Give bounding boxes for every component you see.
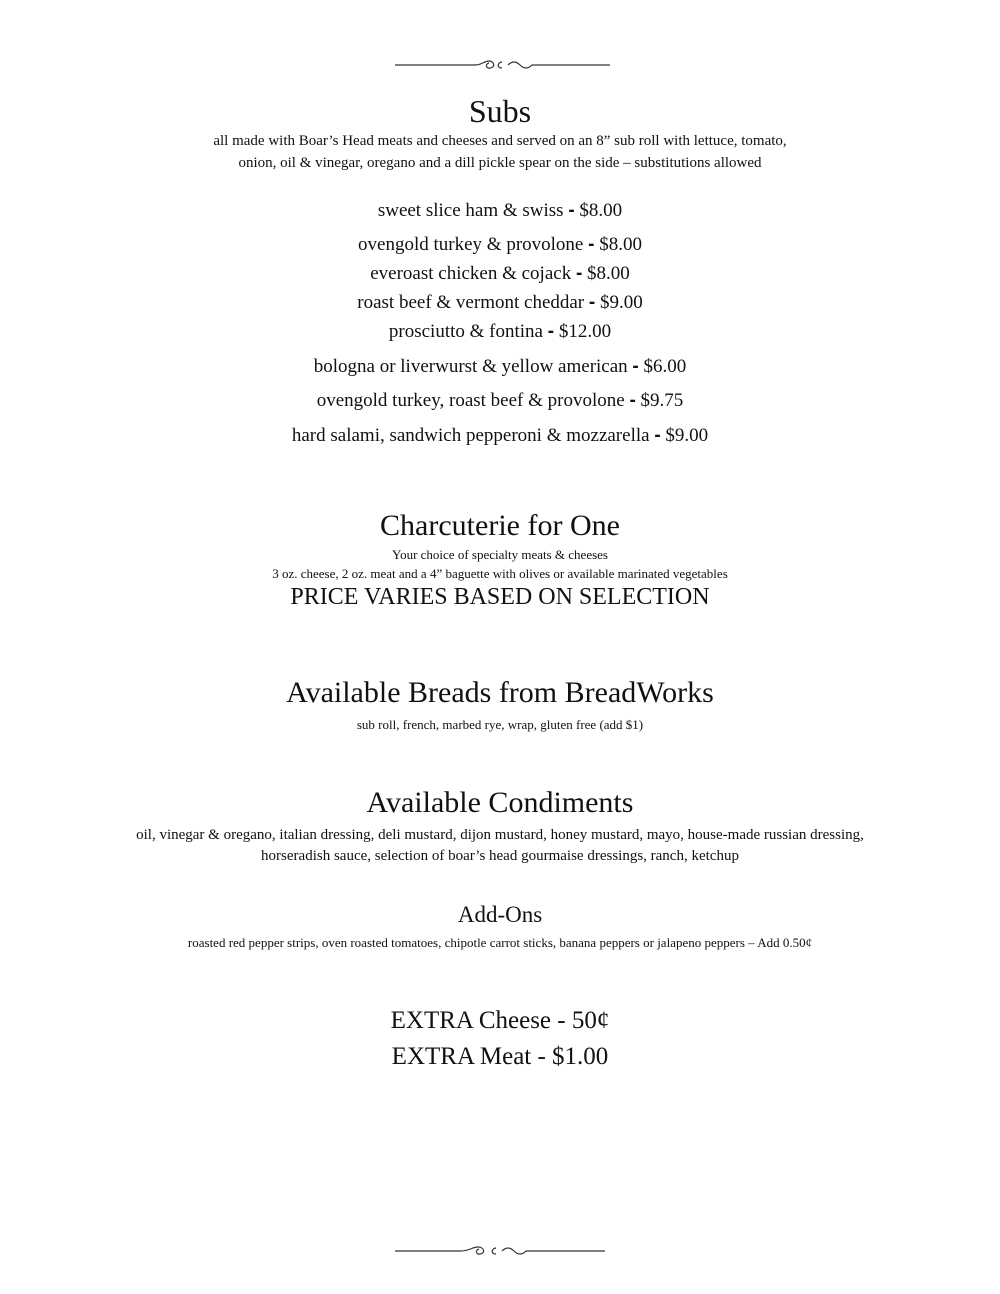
condiments-list-line-2: horseradish sauce, selection of boar’s head gourmaise dressings, ranch, ketchup <box>261 848 739 864</box>
sub-item <box>0 262 1000 286</box>
price-separator: - <box>575 263 583 284</box>
charcuterie-title: Charcuterie for One <box>380 509 620 542</box>
sub-item <box>0 320 1000 344</box>
sub-item <box>0 424 1000 448</box>
sub-item-name: bologna or liverwurst & yellow american <box>313 356 628 377</box>
price-separator: - <box>629 390 636 411</box>
addons-title: Add-Ons <box>457 902 543 927</box>
subs-description-line-1: all made with Boar’s Head meats and cheeses and served on an 8” sub roll with lettuce, tomato, <box>213 133 787 149</box>
sub-item-price: $9.00 <box>599 292 643 313</box>
sub-item-price: $8.00 <box>599 234 642 255</box>
price-separator: - <box>547 321 555 342</box>
addons-list: roasted red pepper strips, oven roasted tomatoes, chipotle carrot sticks, banana peppers or jalapeno peppers – Add 0.50¢ <box>187 935 813 950</box>
sub-item-name: sweet slice ham & swiss <box>377 200 564 221</box>
sub-item-name: prosciutto & fontina <box>388 321 543 342</box>
subs-description-line-2: onion, oil & vinegar, oregano and a dill pickle spear on the side – substitutions allowed <box>238 155 762 171</box>
sub-item-price: $9.00 <box>665 425 709 446</box>
subs-title: Subs <box>468 93 532 129</box>
sub-item <box>0 389 1000 413</box>
sub-item-price: $12.00 <box>558 321 612 342</box>
sub-item-name: ovengold turkey & provolone <box>358 234 584 255</box>
charcuterie-description-line-2: 3 oz. cheese, 2 oz. meat and a 4” baguette with olives or available marinated vegetables <box>272 566 728 581</box>
sub-item <box>0 199 1000 223</box>
sub-item-name: roast beef & vermont cheddar <box>357 292 585 313</box>
breads-list: sub roll, french, marbed rye, wrap, gluten free (add $1) <box>356 717 644 732</box>
price-separator: - <box>588 292 596 313</box>
sub-item-name: hard salami, sandwich pepperoni & mozzarella <box>291 425 650 446</box>
sub-item-name: everoast chicken & cojack <box>370 263 572 284</box>
bottom-ornament-divider <box>390 1243 615 1259</box>
charcuterie-description-line-1: Your choice of specialty meats & cheeses <box>391 547 608 562</box>
condiments-title: Available Condiments <box>366 786 634 819</box>
sub-item-price: $8.00 <box>587 263 630 284</box>
extra-meat-price: EXTRA Meat - $1.00 <box>391 1043 609 1070</box>
top-ornament-divider <box>390 57 615 73</box>
sub-item <box>0 233 1000 257</box>
sub-item-price: $8.00 <box>579 200 623 221</box>
sub-item-price: $9.75 <box>640 390 684 411</box>
sub-item <box>0 355 1000 379</box>
sub-item-price: $6.00 <box>643 356 687 377</box>
extra-cheese-price: EXTRA Cheese - 50¢ <box>390 1007 610 1034</box>
sub-item <box>0 291 1000 315</box>
price-separator: - <box>568 200 575 221</box>
price-separator: - <box>588 234 595 255</box>
condiments-list-line-1: oil, vinegar & oregano, italian dressing, deli mustard, dijon mustard, honey mustard, mayo, house-made russian dressing, <box>136 827 864 843</box>
price-separator: - <box>632 356 639 377</box>
sub-item-name: ovengold turkey, roast beef & provolone <box>316 390 625 411</box>
charcuterie-price-note: PRICE VARIES BASED ON SELECTION <box>290 584 710 610</box>
breads-title: Available Breads from BreadWorks <box>286 676 714 709</box>
price-separator: - <box>654 425 661 446</box>
